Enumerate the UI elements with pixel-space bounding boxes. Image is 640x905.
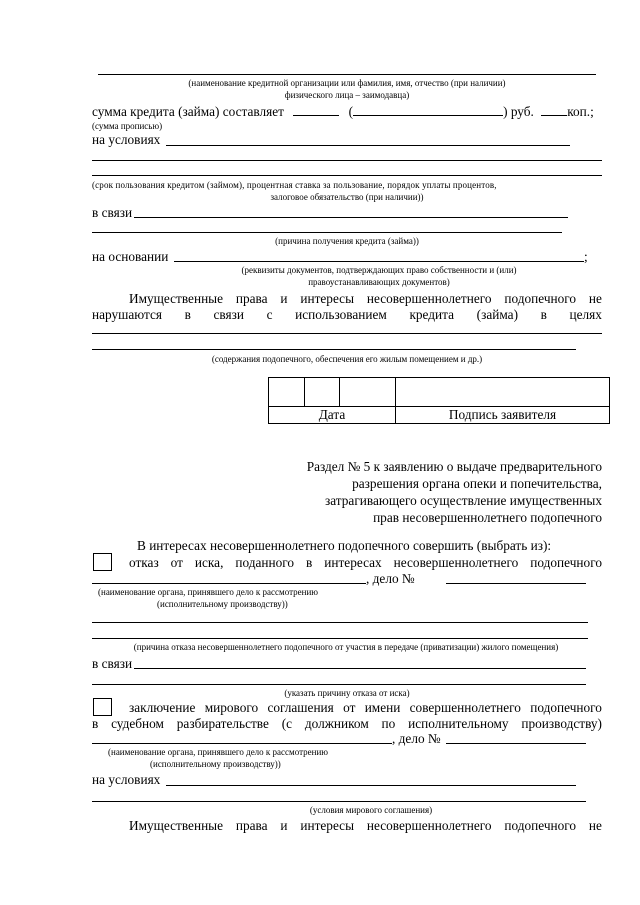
settlement-conditions-field[interactable]: [166, 785, 576, 786]
conditions-label: на условиях: [92, 132, 161, 147]
rights-statement-line2: нарушаются в связи с использованием кредита (займа) в целях: [92, 307, 602, 322]
basis-label: на основании: [92, 249, 169, 264]
basis-field[interactable]: [174, 261, 584, 262]
basis-caption-2: правоустанавливающих документов): [308, 277, 450, 287]
purpose-field[interactable]: [92, 333, 602, 334]
case-number-field[interactable]: [446, 583, 586, 584]
settlement-caption: (условия мирового соглашения): [309, 805, 433, 815]
signature-label: Подпись заявителя: [396, 407, 610, 424]
purpose-field-2[interactable]: [92, 349, 576, 350]
settlement-conditions-field-2[interactable]: [92, 801, 586, 802]
basis-end: ;: [584, 249, 588, 264]
creditor-caption: (наименование кредитной организации или фамилия, имя, отчество (при наличии): [188, 78, 506, 88]
date-label: Дата: [269, 407, 396, 424]
loan-sum-digits-field[interactable]: [293, 104, 339, 116]
reason-field-2[interactable]: [92, 232, 562, 233]
creditor-name-line[interactable]: [98, 74, 596, 75]
settlement-option: заключение мирового соглашения от имени совершеннолетнего подопечного: [129, 700, 602, 715]
date-day-cell[interactable]: [269, 378, 305, 407]
sum-words-caption: (сумма прописью): [92, 121, 163, 131]
refusal-reason-field[interactable]: [92, 622, 588, 623]
conditions-field-3[interactable]: [92, 175, 602, 176]
waiver-reason-caption: (указать причину отказа от иска): [284, 688, 410, 698]
rights-statement-line1: Имущественные права и интересы несовершеннолетнего подопечного не: [129, 291, 602, 306]
organ-caption: (наименование органа, принявшего дело к рассмотрению: [98, 587, 319, 597]
waiver-reason-field-2[interactable]: [92, 684, 586, 685]
organ-name-field[interactable]: [92, 583, 366, 584]
section5-header: Раздел № 5 к заявлению о выдаче предварительного разрешения органа опеки и попечительства, затрагивающего осуществление имущественных прав несовершеннолетнего подопечного: [306, 459, 602, 525]
waiver-claim-checkbox[interactable]: [93, 553, 112, 571]
purpose-caption: (содержания подопечного, обеспечения его жилым помещением и др.): [211, 354, 483, 364]
settlement-organ-field[interactable]: [92, 743, 392, 744]
settlement-option-line2: в судебном разбирательстве (с должником по исполнительному производству): [92, 716, 602, 731]
final-rights-statement: Имущественные права и интересы несовершеннолетнего подопечного не: [129, 818, 602, 833]
settlement-conditions-label: на условиях: [92, 772, 161, 787]
waiver-reason-label: в связи: [92, 656, 133, 671]
signature-cell[interactable]: [396, 378, 610, 407]
reason-label: в связи: [92, 205, 133, 220]
conditions-field[interactable]: [166, 145, 570, 146]
conditions-caption-2: залоговое обязательство (при наличии)): [270, 192, 424, 202]
settlement-case-label: , дело №: [392, 731, 441, 746]
loan-sum-row: сумма кредита (займа) составляет ( ) руб. коп.;: [92, 104, 594, 119]
reason-caption: (причина получения кредита (займа)): [275, 236, 419, 246]
waiver-claim-option: отказ от иска, поданного в интересах несовершеннолетнего подопечного: [129, 555, 602, 570]
creditor-caption-2: физического лица – заимодавца): [284, 90, 410, 100]
conditions-caption: (срок пользования кредитом (займом), процентная ставка за пользование, порядок уплаты процентов,: [92, 180, 497, 190]
date-month-cell[interactable]: [305, 378, 340, 407]
waiver-reason-field[interactable]: [134, 668, 586, 669]
date-year-cell[interactable]: [340, 378, 396, 407]
loan-sum-words-field[interactable]: [353, 104, 503, 116]
settlement-case-field[interactable]: [446, 743, 586, 744]
settlement-organ-caption-2: (исполнительному производству)): [150, 759, 281, 769]
settlement-organ-caption: (наименование органа, принявшего дело к рассмотрению: [108, 747, 329, 757]
section5-intro: В интересах несовершеннолетнего подопечного совершить (выбрать из):: [137, 538, 552, 553]
refusal-reason-caption: (причина отказа несовершеннолетнего подопечного от участия в передаче (приватизации) жилого помещения): [133, 642, 559, 652]
loan-sum-kop-field[interactable]: [541, 104, 567, 116]
organ-caption-2: (исполнительному производству)): [157, 599, 288, 609]
settlement-checkbox[interactable]: [93, 698, 112, 716]
refusal-reason-field-2[interactable]: [92, 638, 588, 639]
reason-field[interactable]: [134, 217, 568, 218]
conditions-field-2[interactable]: [92, 160, 602, 161]
date-signature-table: [268, 377, 610, 424]
basis-caption: (реквизиты документов, подтверждающих право собственности и (или): [241, 265, 517, 275]
case-number-label: , дело №: [366, 571, 415, 586]
